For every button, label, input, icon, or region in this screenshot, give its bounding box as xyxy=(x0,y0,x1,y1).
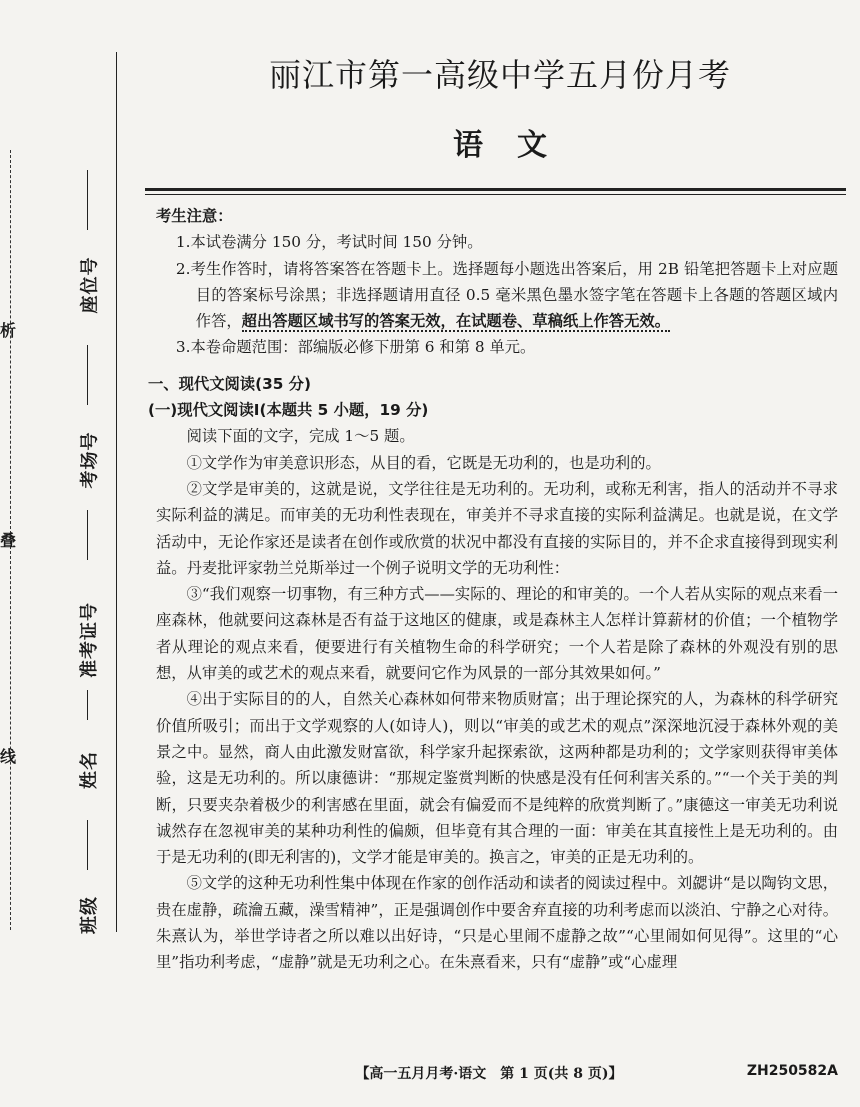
notice-heading: 考生注意： xyxy=(156,207,233,225)
notice-item-3: 3.本卷命题范围：部编版必修下册第 6 和第 8 单元。 xyxy=(175,338,536,357)
exam-subject: 语文 xyxy=(453,128,581,163)
field-name xyxy=(68,690,108,820)
field-class xyxy=(68,820,108,940)
field-exam-room xyxy=(68,345,108,505)
reading-paragraph-5: ⑤文学的这种无功利性集中体现在作家的创作活动和读者的阅读过程中。刘勰讲“是以陶钧文思，贵在虚静，疏瀹五藏，澡雪精神”，正是强调创作中要舍弃直接的功利考虑而以淡泊、宁静之心对待。朱熹认为，举世学诗者之所以难以出好诗，“只是心里闹不虚静之故”“心里闹如何见得”。这里的“心里”指功利考虑，“虚静”就是无功利之心。在朱熹看来，只有“虚静”或“心虚理 xyxy=(156,874,838,972)
paper-code: ZH250582A xyxy=(746,1063,838,1079)
reading-instruction: 阅读下面的文字，完成 1～5 题。 xyxy=(186,427,415,446)
reading-paragraph-3: ③“我们观察一切事物，有三种方式——实际的、理论的和审美的。一个人若从实际的观点来看一座森林，他就要问这森林是否有益于这地区的健康，或是森林主人怎样计算薪材的价值；一个植物学者从理论的观点来看，便要进行有关植物生命的科学研究；一个人若是除了森林的外观没有别的思想，从审美的或艺术的观点来看，就要问它作为风景的一部分其效果如何。” xyxy=(156,585,838,683)
binding-char-1: 析 xyxy=(0,321,17,340)
field-label: 班级 xyxy=(79,896,100,934)
field-seat-number xyxy=(68,170,108,330)
notice-item-2-text: 2.考生作答时，请将答案答在答题卡上。选择题每小题选出答案后，用 2B 铅笔把答题卡上对应题目的答案标号涂黑；非选择题请用直径 0.5 毫米黑色墨水签字笔在答题卡上各题的答题区域内作答， xyxy=(175,259,838,331)
header-rule-thin xyxy=(145,194,846,195)
notice-item-2 xyxy=(156,256,838,335)
binding-char-2: 叠 xyxy=(0,531,17,550)
field-line xyxy=(87,345,88,405)
field-label: 姓名 xyxy=(79,751,100,789)
field-label: 准考证号 xyxy=(79,602,100,678)
binding-solid-line xyxy=(116,52,117,932)
notice-item-1: 1.本试卷满分 150 分，考试时间 150 分钟。 xyxy=(175,233,483,252)
field-line xyxy=(87,170,88,230)
field-line xyxy=(87,820,88,870)
header-rule xyxy=(145,188,846,191)
reading-paragraph-4: ④出于实际目的的人，自然关心森林如何带来物质财富；出于理论探究的人，为森林的科学研究价值所吸引；而出于文学观察的人(如诗人)，则以“审美的或艺术的观点”深深地沉浸于森林外观的美景之中。显然，商人由此激发财富欲，科学家升起探索欲，这两种都是功利的；文学家则获得审美体验，这是无功利的。所以康德讲：“那规定鉴赏判断的快感是没有任何利害关系的。”“一个关于美的判断，只要夹杂着极少的利害感在里面，就会有偏爱而不是纯粹的欣赏判断了。”康德这一审美无功利说诚然存在忽视审美的某种功利性的偏颇，但毕竟有其合理的一面：审美在其直接性上是无功利的。由于是无功利的(即无利害的)，文学才能是审美的。换言之，审美的正是无功利的。 xyxy=(156,690,838,867)
reading-paragraph-1: ①文学作为审美意识形态，从目的看，它既是无功利的，也是功利的。 xyxy=(186,453,661,472)
page-info: 【高一五月月考·语文 第 1 页(共 8 页)】 xyxy=(355,1066,623,1082)
exam-title: 丽江市第一高级中学五月份月考 xyxy=(268,56,731,94)
notice-item-2-emphasis: 超出答题区域书写的答案无效，在试题卷、草稿纸上作答无效。 xyxy=(241,312,670,331)
field-line xyxy=(87,690,88,720)
field-label: 考场号 xyxy=(79,431,100,489)
binding-char-3: 线 xyxy=(0,747,17,766)
section-subtitle: (一)现代文阅读Ⅰ(本题共 5 小题，19 分) xyxy=(148,401,429,420)
field-label: 座位号 xyxy=(79,256,100,314)
reading-paragraph-2: ②文学是审美的，这就是说，文学往往是无功利的。无功利，或称无利害，指人的活动并不寻求实际利益的满足。而审美的无功利性表现在，审美并不寻求直接的实际利益满足。也就是说，在文学活动中，无论作家还是读者在创作或欣赏的状况中都没有直接的实际目的，并不企求直接得到现实利益。丹麦批评家勃兰兑斯举过一个例子说明文学的无功利性： xyxy=(156,479,838,577)
page-content xyxy=(148,203,838,976)
field-admission-number xyxy=(68,510,108,690)
section-title: 一、现代文阅读(35 分) xyxy=(148,374,311,393)
field-line xyxy=(87,510,88,560)
